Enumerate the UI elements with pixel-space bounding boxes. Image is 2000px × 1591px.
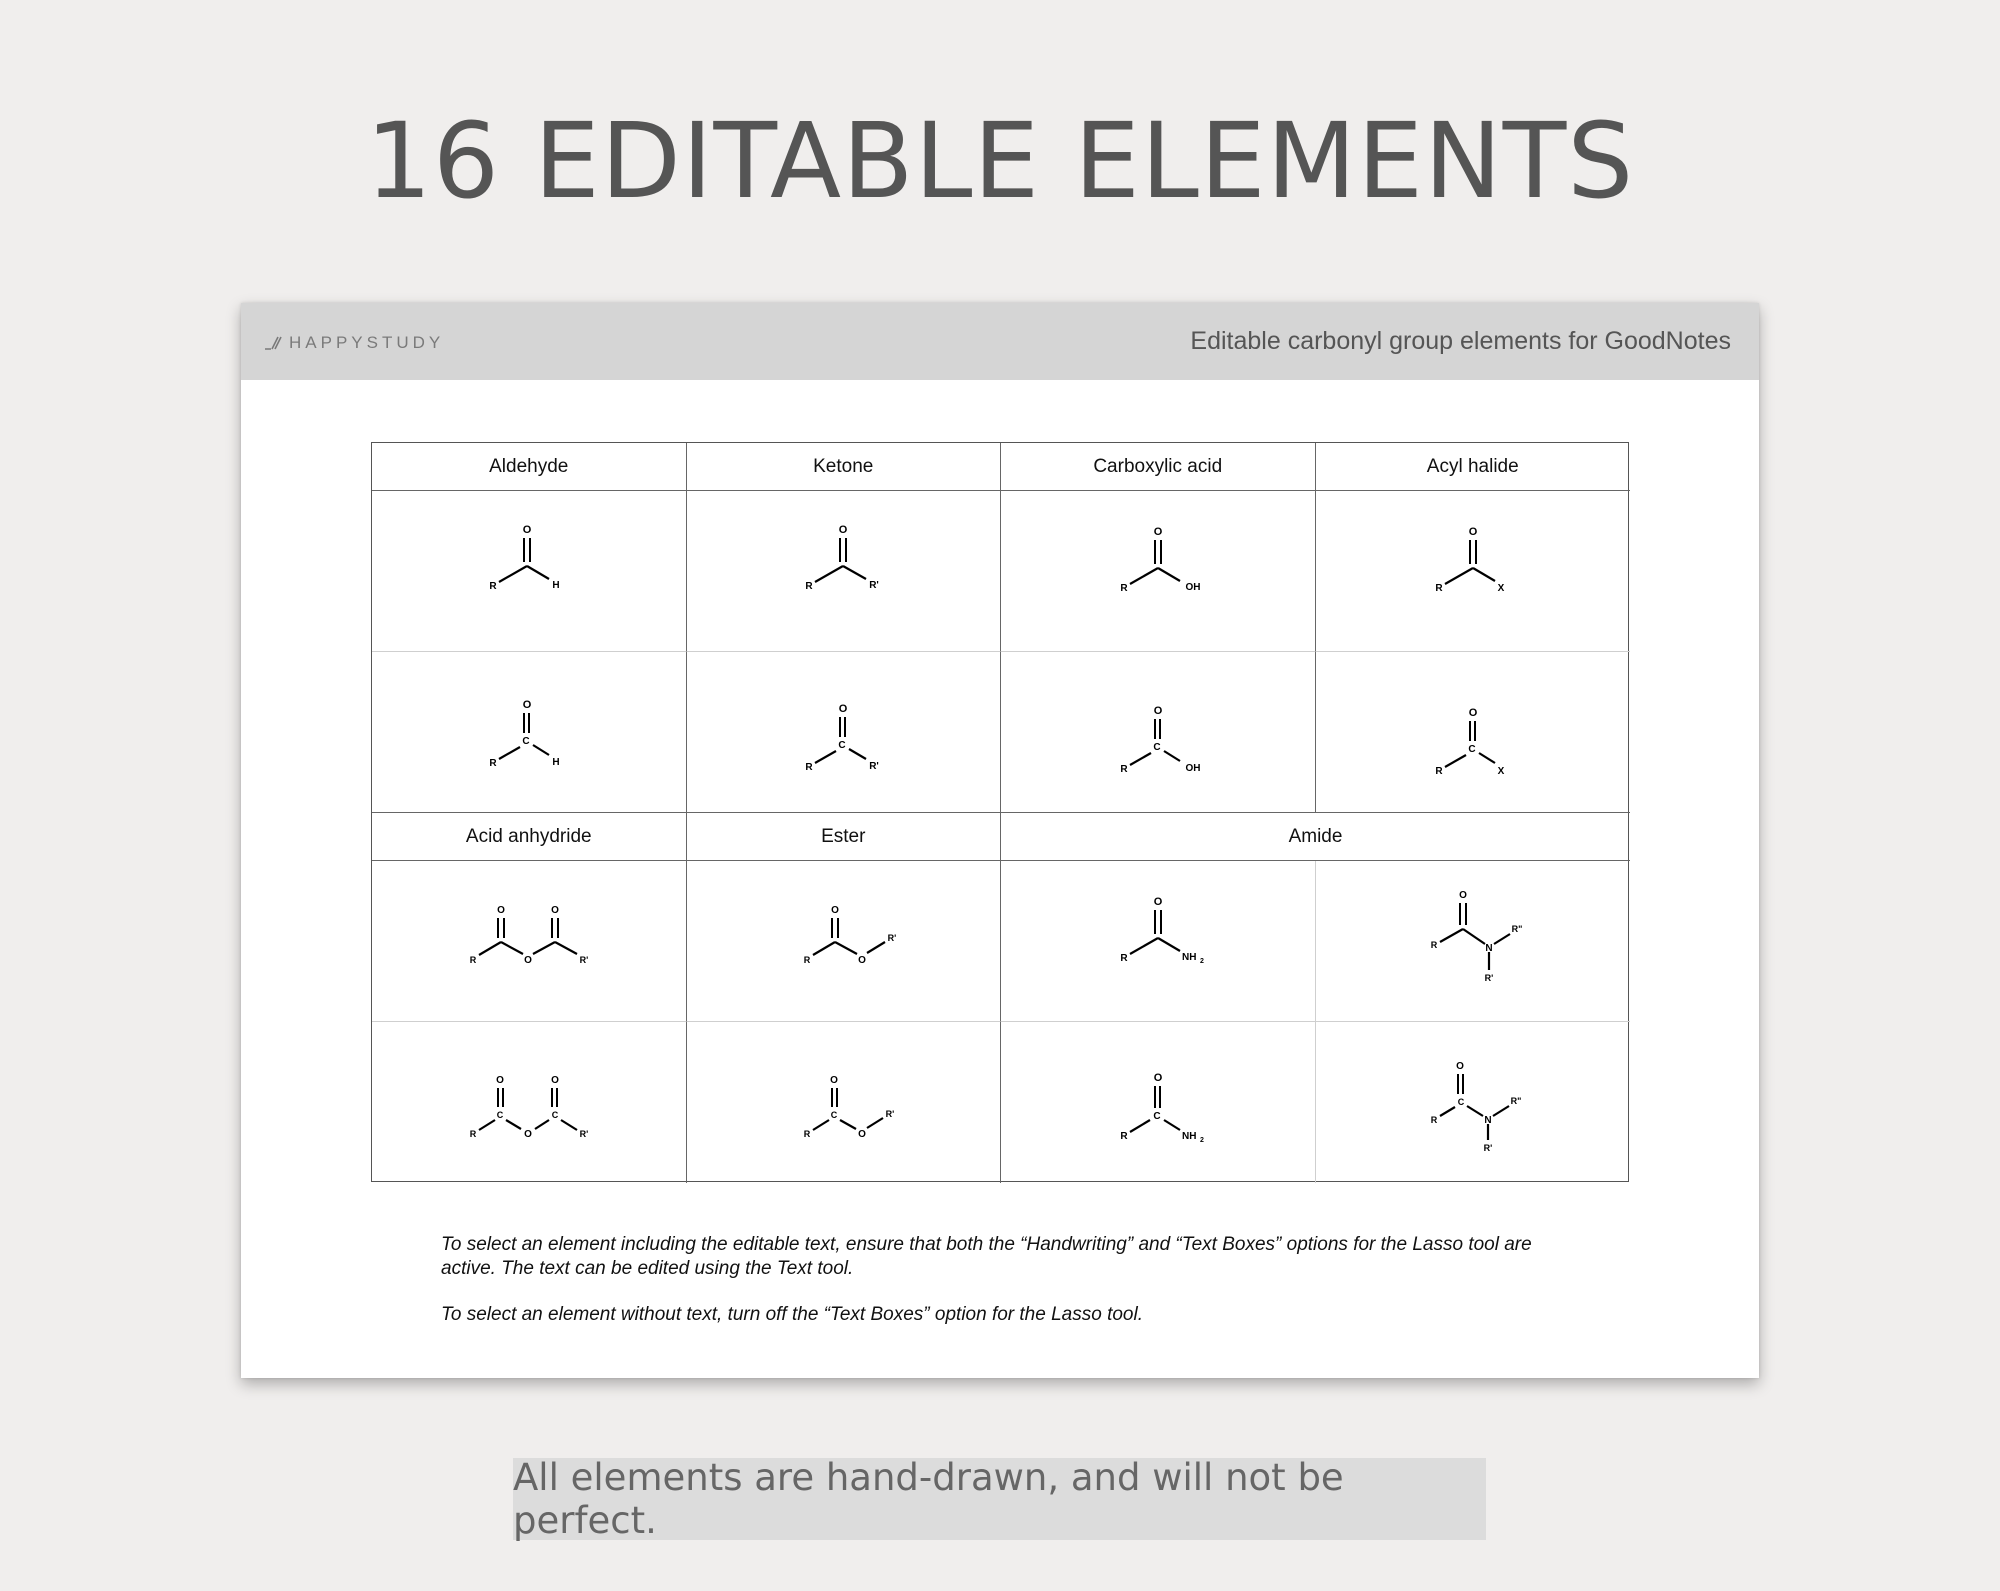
svg-text:N: N — [1485, 943, 1493, 954]
svg-text:C: C — [1468, 744, 1476, 755]
carboxylic-acid-condensed-structure — [1078, 677, 1238, 787]
aldehyde-condensed[interactable] — [372, 652, 687, 813]
amide-nr2-condensed[interactable] — [1316, 1022, 1631, 1183]
acyl-halide-skeletal-structure — [1393, 516, 1553, 626]
svg-text:O: O — [858, 1128, 867, 1140]
ester-condensed-structure — [763, 1048, 923, 1158]
page-subtitle: Editable carbonyl group elements for GoodNotes — [1190, 327, 1731, 355]
svg-text:O: O — [1153, 526, 1163, 538]
pen-logo-icon — [263, 335, 283, 351]
ester-skeletal[interactable] — [687, 861, 1002, 1022]
svg-text:R: R — [804, 955, 811, 965]
svg-text:2: 2 — [1199, 1136, 1204, 1144]
ketone-skeletal-structure — [763, 516, 923, 626]
svg-text:O: O — [1153, 1071, 1163, 1084]
svg-text:R: R — [1430, 940, 1437, 950]
svg-text:O: O — [496, 905, 505, 916]
svg-text:O: O — [550, 905, 559, 916]
svg-text:C: C — [838, 740, 846, 751]
svg-text:R: R — [489, 758, 497, 769]
svg-text:O: O — [522, 699, 532, 711]
svg-text:OH: OH — [1185, 763, 1201, 774]
svg-text:R': R' — [579, 955, 589, 965]
carboxylic-acid-skeletal[interactable] — [1001, 491, 1316, 652]
ester-skeletal-structure — [763, 886, 923, 996]
worksheet-page — [241, 303, 1759, 1378]
amide-nh2-skeletal-structure — [1078, 886, 1238, 996]
instructions — [441, 1233, 1591, 1349]
svg-text:2: 2 — [1199, 958, 1204, 965]
svg-text:C: C — [831, 1109, 838, 1120]
header-acid-anhydride: Acid anhydride — [372, 813, 687, 861]
svg-text:O: O — [495, 1074, 504, 1086]
amide-nr2-condensed-structure — [1393, 1048, 1553, 1158]
ketone-condensed[interactable] — [687, 652, 1002, 813]
acid-anhydride-skeletal-structure — [434, 886, 624, 996]
svg-text:R: R — [1435, 583, 1443, 594]
header-acyl-halide: Acyl halide — [1316, 443, 1631, 491]
amide-nr2-skeletal[interactable] — [1316, 861, 1631, 1022]
svg-text:R': R' — [869, 580, 880, 591]
amide-nh2-condensed[interactable] — [1001, 1022, 1316, 1183]
svg-text:OH: OH — [1185, 582, 1201, 593]
header-aldehyde: Aldehyde — [372, 443, 687, 491]
svg-text:R: R — [804, 1128, 811, 1139]
svg-text:R: R — [1120, 953, 1128, 964]
instruction-without-text: To select an element without text, turn off the “Text Boxes” option for the Lasso tool. — [441, 1304, 1143, 1325]
header-ketone: Ketone — [687, 443, 1002, 491]
svg-text:C: C — [522, 736, 530, 747]
svg-text:R: R — [1120, 764, 1128, 775]
carbonyl-table — [371, 442, 1629, 1182]
svg-text:NH: NH — [1181, 952, 1197, 963]
aldehyde-condensed-structure — [449, 677, 609, 787]
carboxylic-acid-skeletal-structure — [1078, 516, 1238, 626]
page-header — [241, 303, 1759, 380]
svg-text:R: R — [1435, 766, 1443, 777]
svg-text:C: C — [1153, 742, 1161, 753]
svg-text:O: O — [1468, 707, 1478, 719]
acid-anhydride-skeletal[interactable] — [372, 861, 687, 1022]
svg-text:O: O — [1468, 526, 1478, 538]
svg-text:R': R' — [887, 933, 897, 943]
disclaimer-banner: All elements are hand-drawn, and will not be perfect. — [513, 1458, 1486, 1540]
svg-text:R: R — [1430, 1114, 1437, 1125]
svg-text:R: R — [469, 955, 476, 965]
svg-text:O: O — [1455, 1060, 1464, 1072]
svg-text:R': R' — [885, 1108, 895, 1119]
svg-text:O: O — [838, 703, 848, 715]
carboxylic-acid-condensed[interactable] — [1001, 652, 1316, 813]
acyl-halide-condensed[interactable] — [1316, 652, 1631, 813]
svg-text:O: O — [838, 524, 848, 536]
brand-name: HAPPYSTUDY — [289, 333, 445, 352]
svg-text:R': R' — [579, 1128, 589, 1139]
svg-text:C: C — [496, 1109, 503, 1120]
acid-anhydride-condensed-structure — [434, 1048, 624, 1158]
ester-condensed[interactable] — [687, 1022, 1002, 1183]
instruction-with-text: To select an element including the editable text, ensure that both the “Handwriting” and “Text Boxes” options for the Lasso tool are active. The text can be edited using the Text tool. — [441, 1234, 1532, 1279]
svg-text:R: R — [1120, 1130, 1128, 1142]
svg-text:R: R — [469, 1128, 476, 1139]
svg-text:R": R" — [1510, 1095, 1522, 1106]
svg-text:R: R — [1120, 583, 1128, 594]
acyl-halide-condensed-structure — [1393, 677, 1553, 787]
svg-text:H: H — [552, 580, 560, 591]
svg-text:O: O — [550, 1074, 559, 1086]
svg-text:R: R — [489, 581, 497, 592]
svg-text:O: O — [858, 955, 867, 966]
header-amide: Amide — [1001, 813, 1630, 861]
acyl-halide-skeletal[interactable] — [1316, 491, 1631, 652]
header-ester: Ester — [687, 813, 1002, 861]
brand — [263, 333, 444, 353]
svg-text:O: O — [522, 524, 532, 536]
svg-text:C: C — [1457, 1096, 1464, 1107]
svg-text:O: O — [523, 1128, 532, 1140]
svg-text:O: O — [1153, 705, 1163, 717]
svg-text:O: O — [1153, 896, 1163, 908]
ketone-condensed-structure — [763, 677, 923, 787]
svg-text:O: O — [831, 905, 840, 916]
header-carboxylic-acid: Carboxylic acid — [1001, 443, 1316, 491]
acid-anhydride-condensed[interactable] — [372, 1022, 687, 1183]
svg-text:X: X — [1497, 583, 1505, 594]
aldehyde-skeletal[interactable] — [372, 491, 687, 652]
amide-nh2-condensed-structure — [1078, 1048, 1238, 1158]
svg-text:H: H — [552, 757, 560, 768]
svg-text:R: R — [805, 762, 813, 773]
amide-nh2-skeletal[interactable] — [1001, 861, 1316, 1022]
svg-text:O: O — [1458, 890, 1467, 901]
svg-text:C: C — [551, 1109, 558, 1120]
svg-text:R: R — [805, 581, 813, 592]
svg-text:R': R' — [869, 761, 880, 772]
svg-text:R": R" — [1511, 924, 1523, 934]
svg-text:R': R' — [1484, 973, 1494, 983]
svg-text:O: O — [523, 955, 532, 966]
svg-text:C: C — [1153, 1110, 1161, 1122]
svg-text:O: O — [830, 1074, 839, 1086]
svg-text:X: X — [1497, 766, 1505, 777]
svg-text:N: N — [1484, 1114, 1492, 1126]
svg-text:R': R' — [1483, 1142, 1493, 1153]
svg-text:NH: NH — [1181, 1130, 1197, 1142]
headline: 16 EDITABLE ELEMENTS — [365, 100, 1635, 222]
ketone-skeletal[interactable] — [687, 491, 1002, 652]
amide-nr2-skeletal-structure — [1393, 886, 1553, 996]
aldehyde-skeletal-structure — [449, 516, 609, 626]
